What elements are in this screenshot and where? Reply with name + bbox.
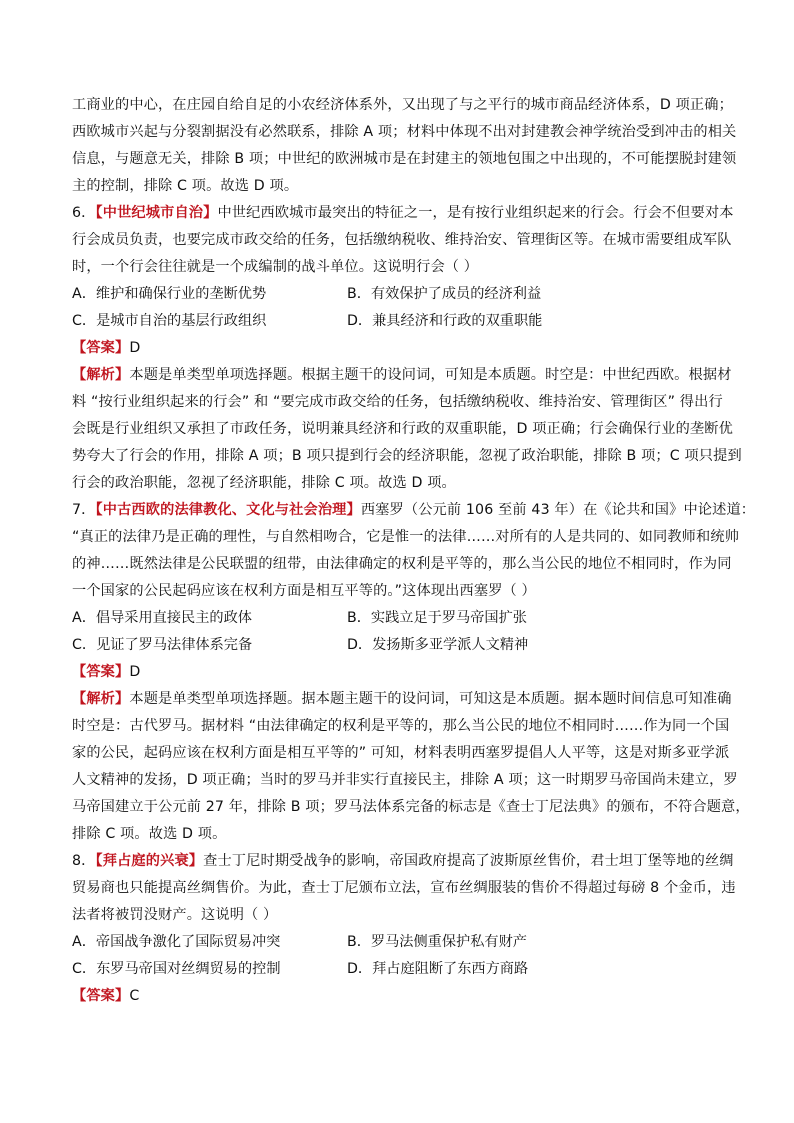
question-number: 7．: [72, 502, 96, 518]
option-d: D．拜占庭阻断了东西方商路: [347, 961, 529, 977]
text-line: 信息，与题意无关，排除 B 项；中世纪的欧洲城市是在封建主的领地包围之中出现的，不可能摆脱封建领: [72, 151, 737, 167]
question-stem-line: 行会成员负责，也要完成市政交给的任务，包括缴纳税收、维持治安、管理街区等。在城市需要组成军队: [72, 232, 732, 248]
option-d: D．兼具经济和行政的双重职能: [347, 313, 543, 329]
option-a: A．倡导采用直接民主的政体: [72, 610, 252, 626]
analysis-line: 势夸大了行会的作用，排除 A 项；B 项只提到行会的经济职能，忽视了政治职能，排除 B 项；C 项只提到: [72, 448, 742, 464]
options-row: [72, 605, 722, 632]
analysis-line: [72, 362, 732, 389]
analysis-line: 家的公民，起码应该在权利方面是相互平等的” 可知，材料表明西塞罗提倡人人平等，这是对斯多亚学派: [72, 745, 730, 761]
document-page: [72, 92, 756, 1010]
answer-label: 【答案】: [72, 988, 130, 1004]
topic-tag: 【中古西欧的法律教化、文化与社会治理】: [95, 502, 361, 518]
analysis-text: 本题是单类型单项选择题。据本题主题干的设问词，可知这是本质题。据本题时间信息可知准确: [129, 691, 732, 707]
question-stem-line: 一个国家的公民起码应该在权利方面是相互平等的。”这体现出西塞罗（ ）: [72, 583, 536, 599]
answer-value: D: [129, 664, 141, 680]
analysis-line: 会既是行业组织又承担了市政任务，说明兼具经济和行政的双重职能，D 项正确；行会确保行业的垄断优: [72, 421, 733, 437]
option-b: B．罗马法侧重保护私有财产: [347, 934, 527, 950]
answer-value: D: [129, 340, 141, 356]
text-line: 西欧城市兴起与分裂割据没有必然联系，排除 A 项；材料中体现不出对封建教会神学统治受到冲击的相关: [72, 124, 737, 140]
option-a: A．维护和确保行业的垄断优势: [72, 286, 267, 302]
options-row: [72, 281, 722, 308]
stem-text: 中世纪西欧城市最突出的特征之一，是有按行业组织起来的行会。行会不但要对本: [217, 205, 734, 221]
question-stem-line: 时，一个行会往往就是一个成编制的战斗单位。这说明行会（ ）: [72, 259, 479, 275]
topic-tag: 【拜占庭的兴衰】: [95, 853, 204, 869]
options-row: [72, 632, 722, 659]
analysis-label: 【解析】: [72, 367, 130, 383]
option-a: A．帝国战争激化了国际贸易冲突: [72, 934, 281, 950]
options-row: [72, 929, 722, 956]
answer-line: [72, 983, 722, 1010]
question-number: 8．: [72, 853, 96, 869]
option-c: C．见证了罗马法律体系完备: [72, 637, 253, 653]
analysis-line: [72, 686, 732, 713]
question-stem-line: “真正的法律乃是正确的理性，与自然相吻合，它是惟一的法律……对所有的人是共同的、如同教师和统帅: [72, 529, 740, 545]
analysis-line: 排除 C 项。故选 D 项。: [72, 826, 227, 842]
option-c: C．东罗马帝国对丝绸贸易的控制: [72, 961, 281, 977]
question-number: 6．: [72, 205, 96, 221]
option-d: D．发扬斯多亚学派人文精神: [347, 637, 529, 653]
stem-text: 查士丁尼时期受战争的影响，帝国政府提高了波斯原丝售价，君士坦丁堡等地的丝绸: [203, 853, 734, 869]
question-stem-line: [72, 200, 734, 227]
answer-line: [72, 659, 722, 686]
option-b: B．实践立足于罗马帝国扩张: [347, 610, 527, 626]
option-c: C．是城市自治的基层行政组织: [72, 313, 267, 329]
answer-value: C: [129, 988, 140, 1004]
question-8: [72, 848, 736, 1010]
options-row: [72, 308, 722, 335]
analysis-line: 人文精神的发扬，D 项正确；当时的罗马并非实行直接民主，排除 A 项；这一时期罗马帝国尚未建立，罗: [72, 772, 738, 788]
question-stem-line: 的神……既然法律是公民联盟的纽带，由法律确定的权利是平等的，那么当公民的地位不相同时，作为同: [72, 556, 732, 572]
analysis-text: 本题是单类型单项选择题。根据主题干的设问词，可知是本质题。时空是：中世纪西欧。根据材: [129, 367, 732, 383]
topic-tag: 【中世纪城市自治】: [95, 205, 218, 221]
analysis-label: 【解析】: [72, 691, 130, 707]
option-b: B．有效保护了成员的经济利益: [347, 286, 542, 302]
text-line: 工商业的中心，在庄园自给自足的小农经济体系外，又出现了与之平行的城市商品经济体系，D 项正确；: [72, 97, 733, 113]
question-6: [72, 200, 742, 497]
previous-analysis-continuation: [72, 92, 737, 200]
answer-label: 【答案】: [72, 340, 130, 356]
question-stem-line: 贸易商也只能提高丝绸售价。为此，查士丁尼颁布立法，宣布丝绸服装的售价不得超过每磅 8 个金币，违: [72, 880, 736, 896]
analysis-line: 料 “按行业组织起来的行会” 和 “要完成市政交给的任务，包括缴纳税收、维持治安、管理街区” 得出行: [72, 394, 723, 410]
analysis-line: 马帝国建立于公元前 27 年，排除 B 项；罗马法体系完备的标志是《查士丁尼法典》的颁布，不符合题意，: [72, 799, 750, 815]
question-stem-line: [72, 497, 756, 524]
stem-text: 西塞罗（公元前 106 至前 43 年）在《论共和国》中论述道：: [360, 502, 756, 518]
question-7: [72, 497, 756, 848]
question-stem-line: [72, 848, 734, 875]
options-row: [72, 956, 722, 983]
question-stem-line: 法者将被罚没财产。这说明（ ）: [72, 907, 278, 923]
analysis-line: 行会的政治职能，忽视了经济职能，排除 C 项。故选 D 项。: [72, 475, 456, 491]
analysis-line: 时空是：古代罗马。据材料 “由法律确定的权利是平等的，那么当公民的地位不相同时……作为同一个国: [72, 718, 730, 734]
answer-label: 【答案】: [72, 664, 130, 680]
answer-line: [72, 335, 722, 362]
text-line: 主的控制，排除 C 项。故选 D 项。: [72, 178, 299, 194]
